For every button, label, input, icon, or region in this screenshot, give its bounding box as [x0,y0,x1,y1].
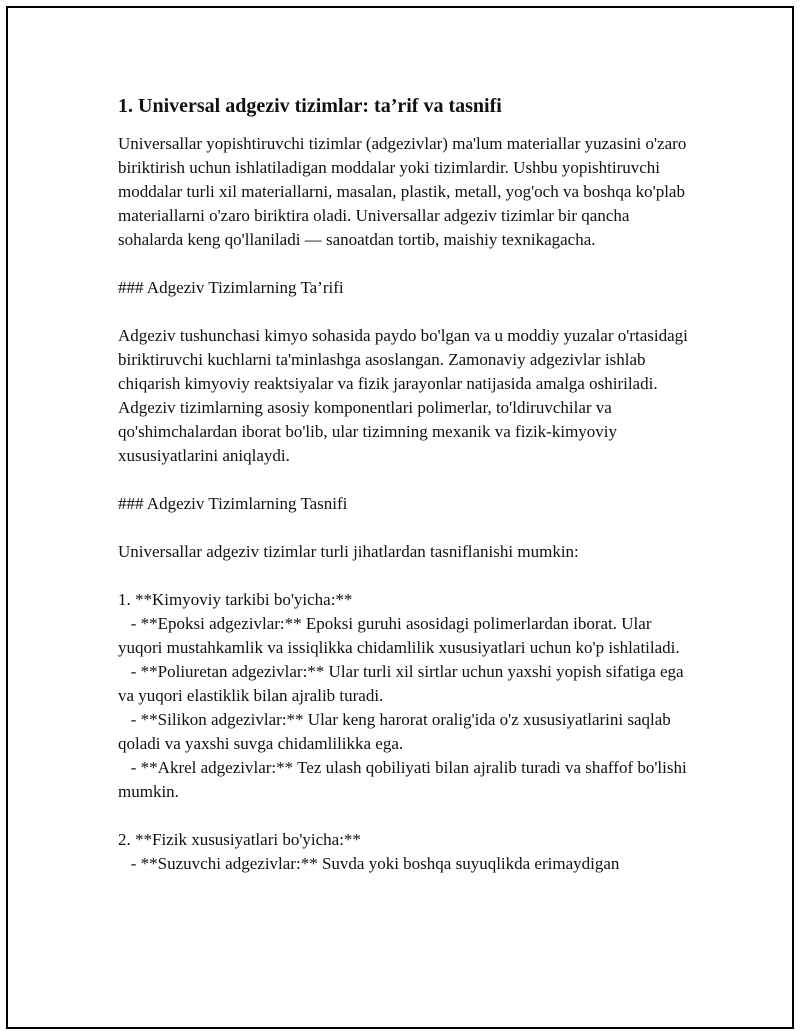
list-title-physical: 2. **Fizik xususiyatlari bo'yicha:** [118,830,361,849]
list-item: - **Akrel adgezivlar:** Tez ulash qobiliyati bilan ajralib turadi va shaffof bo'lishi mumkin. [118,758,691,801]
classification-intro: Universallar adgeziv tizimlar turli jihatlardan tasniflanishi mumkin: [118,542,579,561]
section-heading-definition: ### Adgeziv Tizimlarning Ta’rifi [118,278,344,297]
list-item: - **Poliuretan adgezivlar:** Ular turli xil sirtlar uchun yaxshi yopish sifatiga ega va yuqori elastiklik bilan ajralib turadi. [118,662,688,705]
document-heading: 1. Universal adgeziv tizimlar: ta’rif va tasnifi [118,95,502,117]
list-item: - **Epoksi adgezivlar:** Epoksi guruhi asosidagi polimerlardan iborat. Ular yuqori mustahkamlik va issiqlikka chidamlilik xususiyatlari uchun ko'p ishlatiladi. [118,614,680,657]
intro-paragraph: Universallar yopishtiruvchi tizimlar (adgezivlar) ma'lum materiallar yuzasini o'zaro biriktirish uchun ishlatiladigan moddalar yoki tizimlardir. Ushbu yopishtiruvchi moddalar turli xil materiallarni, masalan, plastik, metall, yog'och va boshqa ko'plab materiallarni o'zaro biriktira oladi. Universallar adgeziv tizimlar bir qancha sohalarda keng qo'llaniladi — sanoatdan tortib, maishiy texnikagacha. [118,134,687,249]
list-title-chemical: 1. **Kimyoviy tarkibi bo'yicha:** [118,590,353,609]
section-heading-classification: ### Adgeziv Tizimlarning Tasnifi [118,494,348,513]
list-item: - **Suzuvchi adgezivlar:** Suvda yoki boshqa suyuqlikda erimaydigan [118,854,620,873]
list-item: - **Silikon adgezivlar:** Ular keng harorat oralig'ida o'z xususiyatlarini saqlab qoladi va yaxshi suvga chidamlilikka ega. [118,710,676,753]
definition-paragraph: Adgeziv tushunchasi kimyo sohasida paydo bo'lgan va u moddiy yuzalar o'rtasidagi biriktiruvchi kuchlarni ta'minlashga asoslangan. Zamonaviy adgezivlar ishlab chiqarish kimyoviy reaktsiyalar va fizik jarayonlar natijasida amalga oshiriladi. Adgeziv tizimlarning asosiy komponentlari polimerlar, to'ldiruvchilar va qo'shimchalardan iborat bo'lib, ular tizimning mexanik va fizik-kimyoviy xususiyatlarini aniqlaydi. [118,326,688,465]
document-body [118,92,691,876]
